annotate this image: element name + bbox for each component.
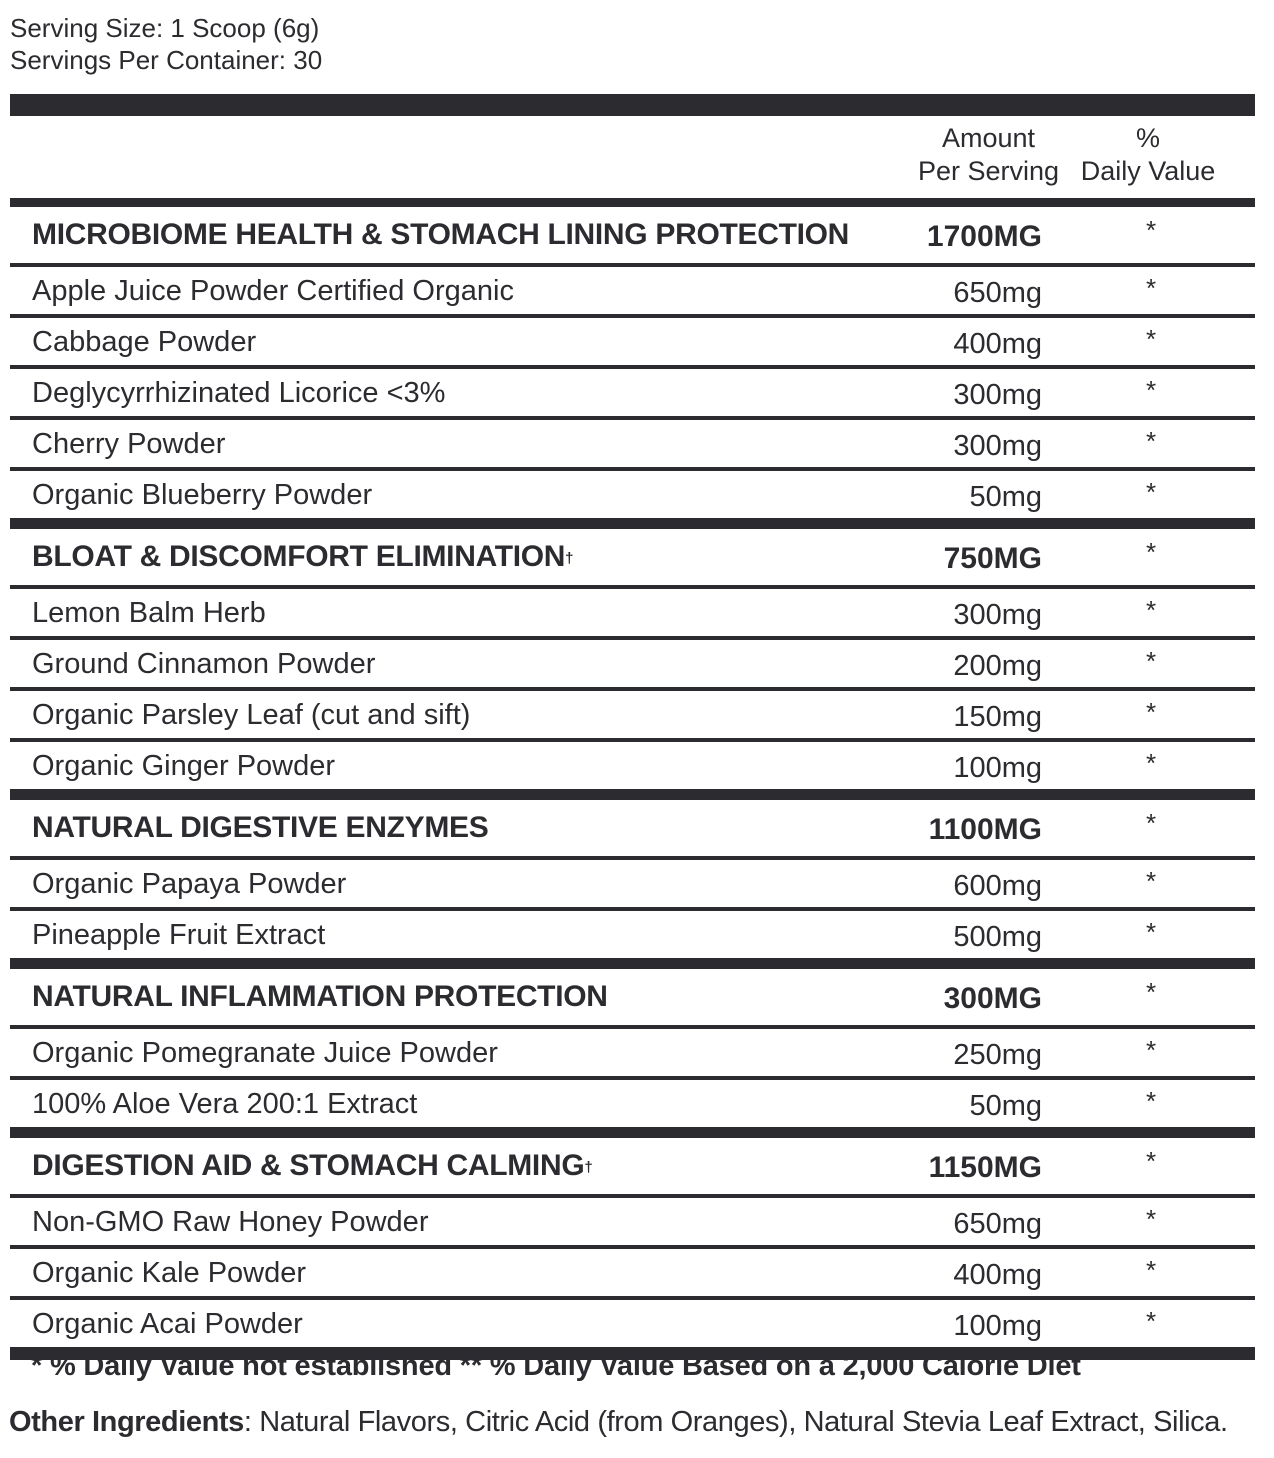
dv-header-line1: % (1135, 123, 1160, 153)
section-daily-value: * (1146, 1146, 1157, 1176)
ingredient-name: Non-GMO Raw Honey Powder (32, 1206, 429, 1238)
section-title (32, 215, 849, 255)
section-header (10, 207, 1255, 263)
dv-header-line2: Daily Value (1080, 156, 1216, 186)
other-ingredients-text: : Natural Flavors, Citric Acid (from Oranges), Natural Stevia Leaf Extract, Silica. (243, 1406, 1228, 1438)
ingredient-row (10, 1029, 1255, 1076)
section-daily-value: * (1146, 537, 1157, 567)
ingredient-daily-value: * (1146, 273, 1157, 303)
ingredient-daily-value: * (1146, 324, 1157, 354)
section-header (10, 1138, 1255, 1194)
ingredient-amount: 300mg (953, 430, 1042, 462)
section-title-text: DIGESTION AID & STOMACH CALMING (32, 1149, 585, 1182)
ingredient-daily-value: * (1146, 595, 1157, 625)
ingredient-name: Organic Kale Powder (32, 1257, 307, 1289)
ingredient-row (10, 471, 1255, 518)
section-daily-value: * (1146, 977, 1157, 1007)
ingredient-row (10, 860, 1255, 907)
ingredient-row (10, 318, 1255, 365)
section-title-text: NATURAL INFLAMMATION PROTECTION (32, 980, 608, 1013)
section-daily-value: * (1146, 215, 1157, 245)
dagger-mark: † (565, 550, 574, 567)
ingredient-amount: 300mg (953, 379, 1042, 411)
section-header (10, 800, 1255, 856)
ingredient-daily-value: * (1146, 375, 1157, 405)
ingredient-amount: 600mg (953, 870, 1042, 902)
ingredient-row (10, 589, 1255, 636)
section-amount: 1100MG (928, 813, 1042, 846)
section-title-text: MICROBIOME HEALTH & STOMACH LINING PROTECTION (32, 218, 850, 251)
ingredient-row (10, 1080, 1255, 1127)
ingredient-amount: 250mg (953, 1039, 1042, 1071)
section-rule (10, 1127, 1255, 1138)
serving-size: Serving Size: 1 Scoop (6g) (10, 13, 320, 43)
ingredient-row (10, 691, 1255, 738)
ingredient-amount: 650mg (953, 1208, 1042, 1240)
ingredient-daily-value: * (1146, 1306, 1157, 1336)
ingredient-amount: 150mg (953, 701, 1042, 733)
section-title (32, 1146, 592, 1186)
ingredient-row (10, 420, 1255, 467)
ingredient-row (10, 369, 1255, 416)
ingredient-amount: 50mg (969, 1090, 1042, 1122)
ingredient-name: Pineapple Fruit Extract (32, 919, 326, 951)
section-title-text: BLOAT & DISCOMFORT ELIMINATION (32, 540, 566, 573)
ingredient-name: Organic Parsley Leaf (cut and sift) (32, 699, 471, 731)
amount-per-serving-header (902, 122, 1075, 188)
servings-per-container: Servings Per Container: 30 (10, 45, 323, 75)
ingredient-daily-value: * (1146, 1204, 1157, 1234)
ingredient-amount: 300mg (953, 599, 1042, 631)
section-amount: 300MG (943, 982, 1042, 1015)
ingredient-name: Deglycyrrhizinated Licorice <3% (32, 377, 446, 409)
ingredient-amount: 200mg (953, 650, 1042, 682)
other-ingredients-label: Other Ingredients (9, 1406, 244, 1438)
ingredient-amount: 100mg (953, 1310, 1042, 1342)
section-amount: 1150MG (928, 1151, 1042, 1184)
ingredient-name: Cabbage Powder (32, 326, 257, 358)
ingredient-row (10, 1300, 1255, 1347)
ingredient-amount: 500mg (953, 921, 1042, 953)
section-amount: 1700MG (926, 220, 1042, 253)
ingredient-daily-value: * (1146, 697, 1157, 727)
top-rule (10, 94, 1255, 116)
section-header (10, 529, 1255, 585)
ingredient-name: Organic Blueberry Powder (32, 479, 373, 511)
ingredient-name: Organic Papaya Powder (32, 868, 347, 900)
ingredient-name: Cherry Powder (32, 428, 226, 460)
ingredient-row (10, 1198, 1255, 1245)
ingredient-amount: 650mg (953, 277, 1042, 309)
amount-header-line1: Amount (941, 123, 1036, 153)
dagger-mark: † (584, 1159, 593, 1176)
ingredient-amount: 400mg (953, 1259, 1042, 1291)
ingredient-name: Apple Juice Powder Certified Organic (32, 275, 514, 307)
daily-value-footnote: * % Daily Value not established ** % Daily Value Based on a 2,000 Calorie Diet (31, 1350, 1081, 1382)
section-rule (10, 958, 1255, 969)
ingredient-daily-value: * (1146, 477, 1157, 507)
section-daily-value: * (1146, 808, 1157, 838)
sections-container (10, 207, 1255, 1347)
ingredient-name: Ground Cinnamon Powder (32, 648, 376, 680)
section-title (32, 808, 488, 848)
amount-header-line2: Per Serving (917, 156, 1060, 186)
ingredient-daily-value: * (1146, 1086, 1157, 1116)
header-rule (10, 198, 1255, 207)
ingredient-amount: 50mg (969, 481, 1042, 513)
ingredient-daily-value: * (1146, 426, 1157, 456)
ingredient-row (10, 742, 1255, 789)
section-rule (10, 789, 1255, 800)
section-amount: 750MG (943, 542, 1042, 575)
ingredient-daily-value: * (1146, 1035, 1157, 1065)
ingredient-daily-value: * (1146, 866, 1157, 896)
ingredient-row (10, 267, 1255, 314)
ingredient-name: Organic Ginger Powder (32, 750, 336, 782)
section-header (10, 969, 1255, 1025)
ingredient-daily-value: * (1146, 748, 1157, 778)
ingredient-row (10, 1249, 1255, 1296)
ingredient-row (10, 911, 1255, 958)
ingredient-name: Lemon Balm Herb (32, 597, 266, 629)
section-title (32, 977, 608, 1017)
section-rule (10, 518, 1255, 529)
ingredient-row (10, 640, 1255, 687)
daily-value-header (1068, 122, 1228, 188)
section-title (32, 537, 573, 577)
column-headers (10, 116, 1255, 198)
ingredient-daily-value: * (1146, 646, 1157, 676)
ingredient-name: Organic Acai Powder (32, 1308, 303, 1340)
other-ingredients (9, 1406, 1228, 1439)
ingredient-name: 100% Aloe Vera 200:1 Extract (32, 1088, 418, 1120)
ingredient-daily-value: * (1146, 917, 1157, 947)
supplement-facts-table (10, 94, 1255, 1360)
ingredient-name: Organic Pomegranate Juice Powder (32, 1037, 498, 1069)
ingredient-amount: 100mg (953, 752, 1042, 784)
section-title-text: NATURAL DIGESTIVE ENZYMES (32, 811, 489, 844)
ingredient-daily-value: * (1146, 1255, 1157, 1285)
ingredient-amount: 400mg (953, 328, 1042, 360)
